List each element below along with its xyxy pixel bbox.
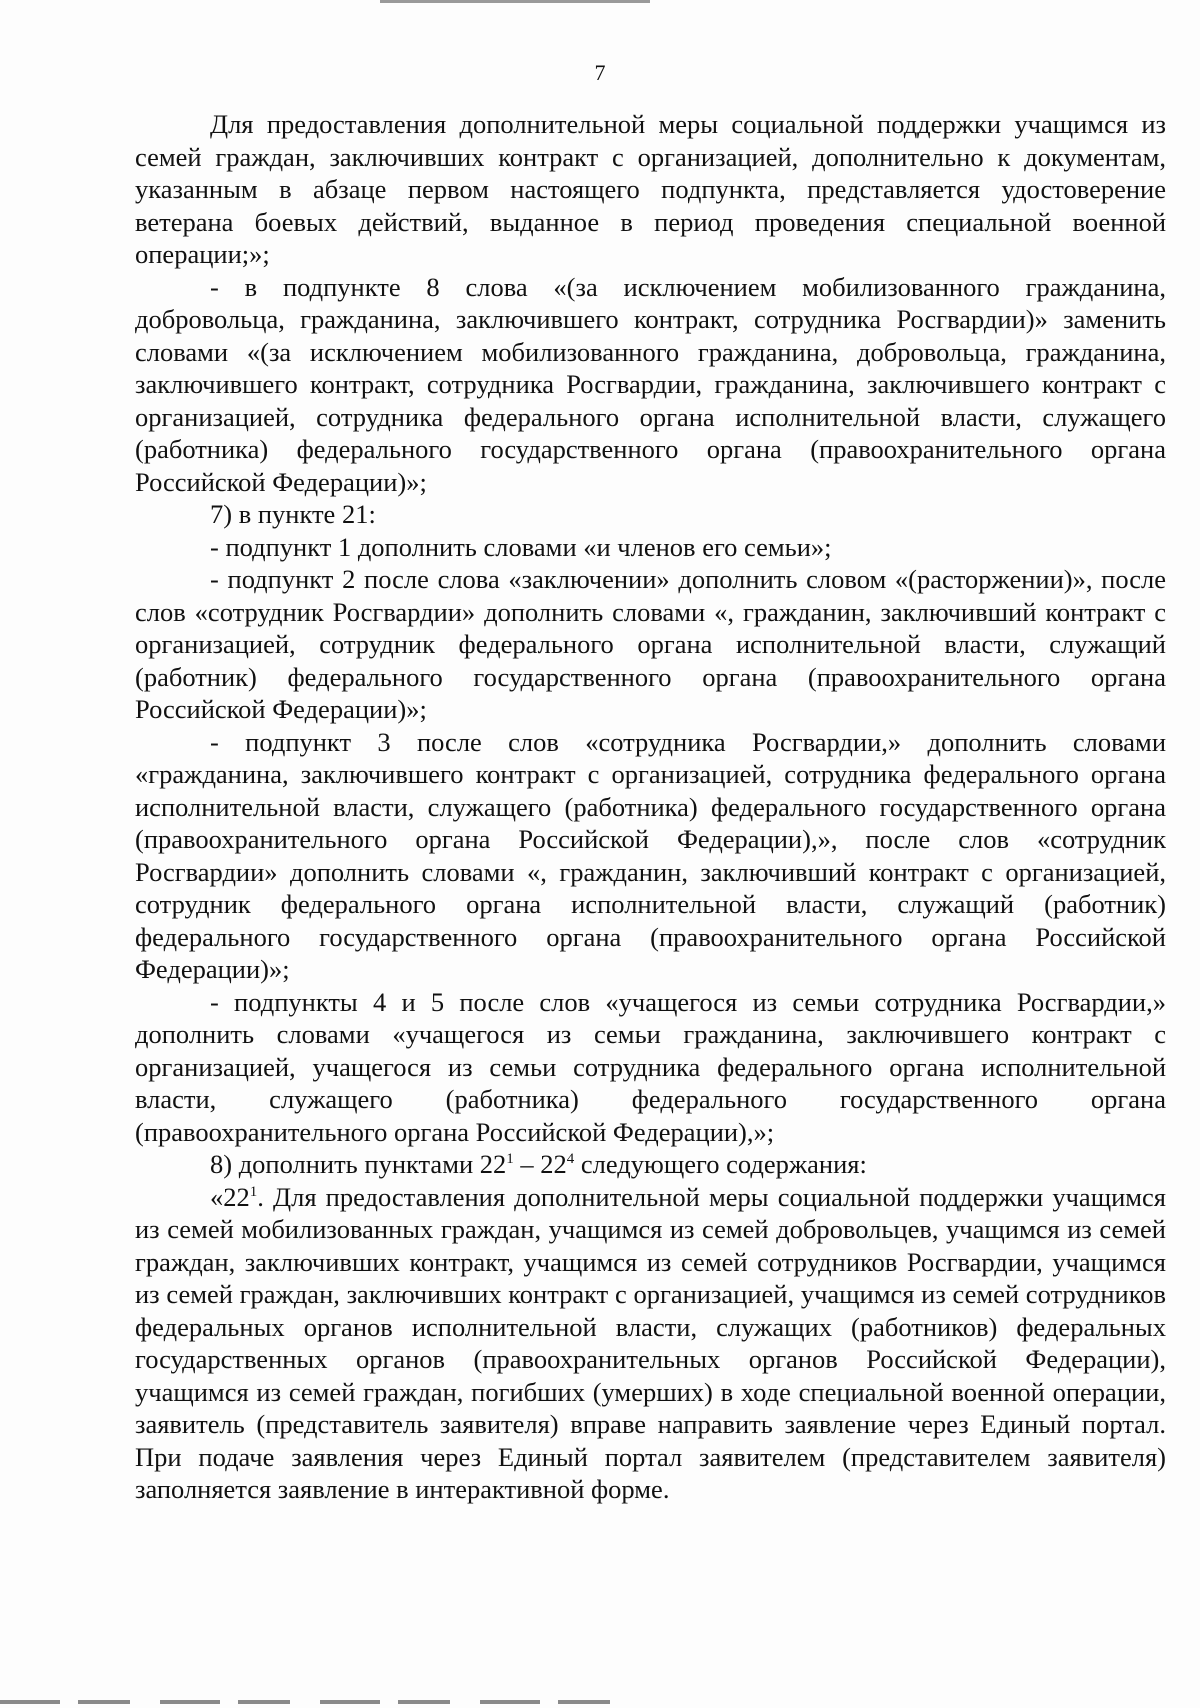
paragraph-subitems-4-5: - подпункты 4 и 5 после слов «учащегося из семьи сотрудника Росгвардии,» дополнить словами «учащегося из семьи гражданина, заключившего контракт с организацией, учащегося из семьи сотрудника федерального органа исполнительной власти, служащего (работника) федерального государственного органа (правоохранительного органа Российской Федерации),»; [135, 986, 1166, 1147]
paragraph-subitem-1: - подпункт 1 дополнить словами «и членов его семьи»; [210, 531, 832, 562]
scan-edge-bottom [0, 1700, 620, 1704]
item22-1-sup: 1 [249, 1183, 258, 1200]
scan-edge-top [380, 0, 650, 3]
paragraph-item-8 [135, 1148, 1166, 1181]
item8-sup-last: 4 [566, 1151, 575, 1167]
page-number: 7 [594, 60, 606, 85]
paragraph-item-7: 7) в пункте 21: [210, 499, 376, 529]
item8-dash: – 22 [513, 1149, 567, 1179]
paragraph-subitem-3: - подпункт 3 после слов «сотрудника Росгвардии,» дополнить словами «гражданина, заключившего контракт с организацией, сотрудника федерального органа исполнительной власти, служащего (работника) федерального государственного органа (правоохранительного органа Российской Федерации),», после слов «сотрудник Росгвардии» дополнить словами «, гражданин, заключивший контракт с организацией, сотрудник федерального органа исполнительной власти, служащий (работник) федерального государственного органа (правоохранительного органа Российской Федерации)»; [135, 726, 1166, 984]
item8-text-after: следующего содержания: [574, 1149, 867, 1179]
document-body [135, 108, 1166, 1506]
paragraph-item-22-1 [135, 1181, 1166, 1506]
paragraph-subitem-2: - подпункт 2 после слова «заключении» дополнить словом «(расторжении)», после слов «сотрудник Росгвардии» дополнить словами «, гражданин, заключивший контракт с организацией, сотрудник федерального органа исполнительной власти, служащий (работник) федерального государственного органа (правоохранительного органа Российской Федерации)»; [135, 564, 1166, 724]
item8-text-before: 8) дополнить пунктами 22 [210, 1149, 507, 1179]
item22-1-prefix: «22 [210, 1181, 250, 1212]
paragraph-subitem-8: - в подпункте 8 слова «(за исключением мобилизованного гражданина, добровольца, гражданина, заключившего контракт, сотрудника Росгвардии)» заменить словами «(за исключением мобилизованного гражданина, добровольца, гражданина, заключившего контракт, сотрудника Росгвардии, гражданина, заключившего контракт с организацией, сотрудника федерального органа исполнительной власти, служащего (работника) федерального государственного органа (правоохранительного органа Российской Федерации)»; [135, 271, 1166, 497]
paragraph-veteran-certificate: Для предоставления дополнительной меры социальной поддержки учащимся из семей граждан, заключивших контракт с организацией, дополнительно к документам, указанным в абзаце первом настоящего подпункта, представляется удостоверение ветерана боевых действий, выданное в период проведения специальной военной операции;»; [135, 109, 1166, 269]
item22-1-text: . Для предоставления дополнительной меры социальной поддержки учащимся из семей мобилизованных граждан, учащимся из семей добровольцев, учащимся из семей граждан, заключивших контракт, учащимся из семей сотрудников Росгвардии, учащимся из семей граждан, заключивших контракт с организацией, учащимся из семей сотрудников федеральных органов исполнительной власти, служащих (работников) федеральных государственных органов (правоохранительных органов Российской Федерации), учащимся из семей граждан, погибших (умерших) в ходе специальной военной операции, заявитель (представитель заявителя) вправе направить заявление через Единый портал. При подаче заявления через Единый портал заявителем (представителем заявителя) заполняется заявление в интерактивной форме. [135, 1181, 1166, 1504]
item8-sup-first: 1 [506, 1151, 514, 1167]
